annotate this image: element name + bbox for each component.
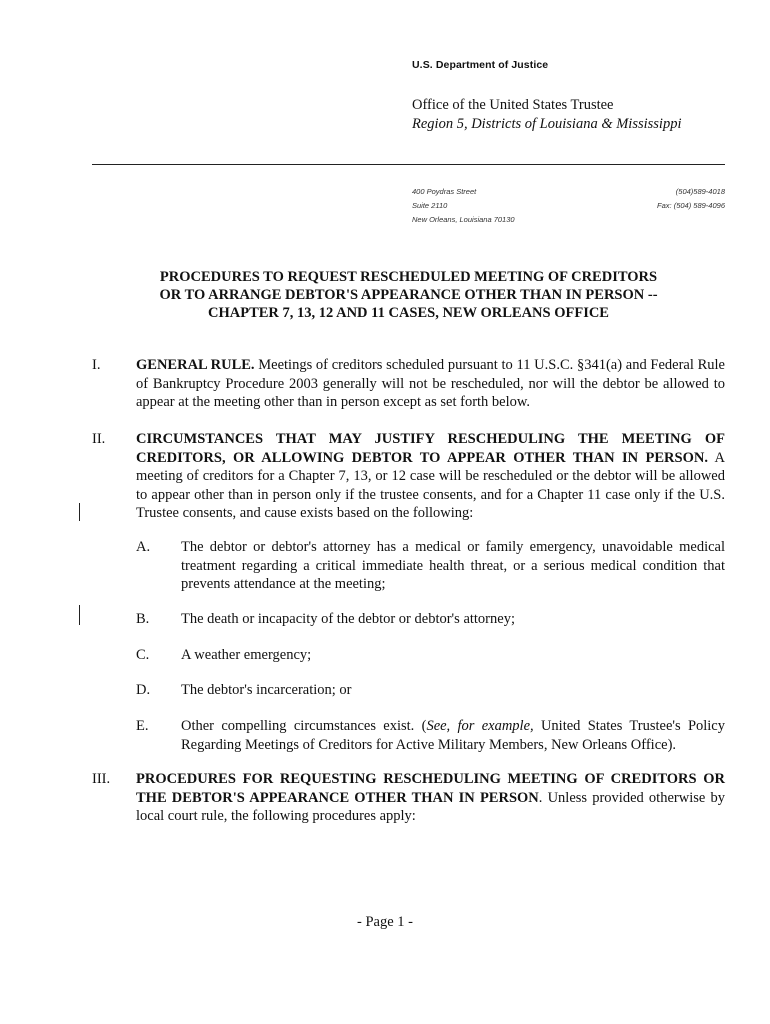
list-item-b: [136, 610, 725, 629]
item-text: A weather emergency;: [181, 647, 312, 663]
section-heading: GENERAL RULE.: [136, 357, 255, 373]
section-number: III.: [92, 771, 111, 787]
item-letter: A.: [136, 539, 151, 555]
header-divider: [92, 164, 725, 165]
address-suite: Suite 2110: [412, 201, 448, 210]
region-name: Region 5, Districts of Louisiana & Mississippi: [412, 116, 682, 132]
item-letter: D.: [136, 682, 151, 698]
item-text: The death or incapacity of the debtor or debtor's attorney;: [181, 611, 515, 627]
fax-number: Fax: (504) 589-4096: [657, 201, 725, 210]
section-number: I.: [92, 357, 101, 373]
section-body: [136, 770, 725, 826]
section-heading: PROCEDURES FOR REQUESTING RESCHEDULING MEETING OF CREDITORS OR THE DEBTOR'S APPEARANCE OTHER THAN IN PERSON: [136, 771, 725, 806]
section-number: II.: [92, 431, 106, 447]
section-text: Meetings of creditors scheduled pursuant to 11 U.S.C. §341(a) and Federal Rule of Bankruptcy Procedure 2003 generally will not be rescheduled, nor will the debtor be allowed to appear at the meeting other than in person except as set forth below.: [136, 357, 725, 410]
address-street: 400 Poydras Street: [412, 187, 477, 196]
item-text-italic: See, for example,: [426, 718, 534, 734]
department-name: U.S. Department of Justice: [412, 59, 549, 71]
office-block: [412, 96, 681, 134]
item-text-start: Other compelling circumstances exist. (: [181, 718, 427, 734]
address-block: [412, 185, 515, 227]
document-title: [92, 268, 725, 322]
contact-block: [657, 185, 725, 213]
title-line-1: PROCEDURES TO REQUEST RESCHEDULED MEETING OF CREDITORS: [159, 269, 658, 285]
phone-number: (504)589-4018: [675, 187, 725, 196]
item-letter: C.: [136, 647, 150, 663]
section-text: . Unless provided otherwise by local court rule, the following procedures apply:: [136, 789, 725, 824]
section-text: A meeting of creditors for a Chapter 7, 13, or 12 case will be rescheduled or the debtor will be allowed to appear other than in person only if the trustee consents, and for a Chapter 11 case only if the U.S. Trustee consents, and cause exists based on the following:: [136, 449, 726, 521]
list-item-a: [136, 538, 725, 594]
revision-bar: [79, 503, 80, 521]
address-city: New Orleans, Louisiana 70130: [412, 215, 515, 224]
office-name: Office of the United States Trustee: [412, 97, 614, 113]
item-letter: E.: [136, 718, 149, 734]
section-procedures: [92, 770, 725, 826]
item-text: The debtor or debtor's attorney has a medical or family emergency, unavoidable medical treatment regarding a critical immediate health threat, or a serious medical condition that prevents attendance at the meeting;: [181, 539, 725, 592]
section-circumstances: [92, 430, 725, 523]
section-body: [136, 356, 725, 412]
item-text: [181, 717, 725, 754]
item-text-end: United States Trustee's Policy Regarding Meetings of Creditors for Active Military Members, New Orleans Office).: [181, 718, 725, 753]
list-item-e: [136, 717, 725, 754]
item-text: The debtor's incarceration; or: [181, 682, 352, 698]
page-number: - Page 1 -: [357, 914, 413, 930]
list-item-d: [136, 681, 725, 700]
item-letter: B.: [136, 611, 150, 627]
section-heading: CIRCUMSTANCES THAT MAY JUSTIFY RESCHEDULING THE MEETING OF CREDITORS, OR ALLOWING DEBTOR TO APPEAR OTHER THAN IN PERSON.: [136, 431, 725, 466]
title-line-2: OR TO ARRANGE DEBTOR'S APPEARANCE OTHER THAN IN PERSON --: [159, 287, 658, 303]
section-body: [136, 430, 725, 523]
section-general-rule: [92, 356, 725, 412]
title-line-3: CHAPTER 7, 13, 12 AND 11 CASES, NEW ORLEANS OFFICE: [208, 305, 609, 321]
revision-bar: [79, 605, 80, 625]
list-item-c: [136, 646, 725, 665]
